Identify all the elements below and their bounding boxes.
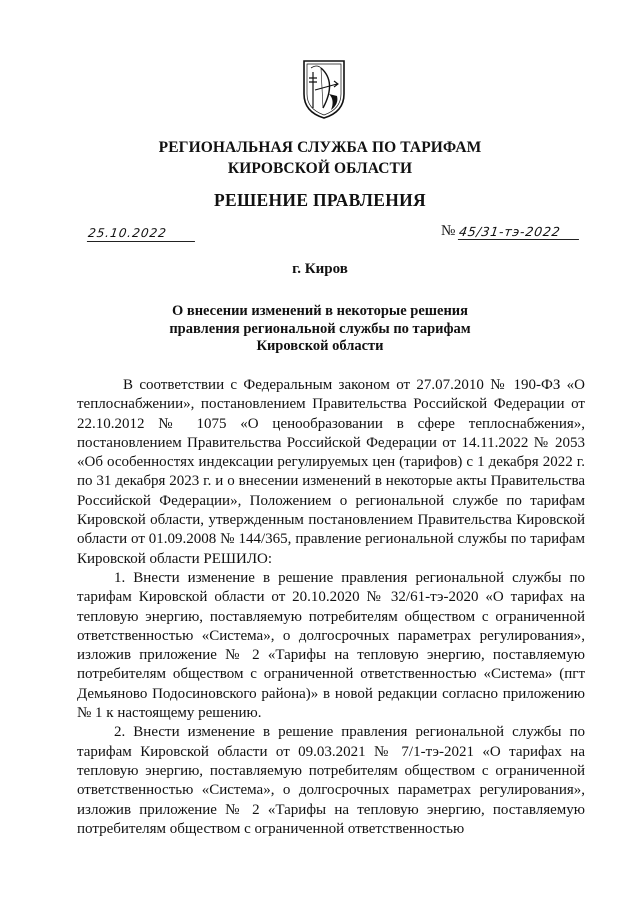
city: г. Киров (292, 261, 348, 277)
document-date: 25.10.2022 (87, 226, 197, 242)
agency-name-line-1: РЕГИОНАЛЬНАЯ СЛУЖБА ПО ТАРИФАМ (158, 139, 482, 156)
subject-line-1: О внесении изменений в некоторые решения (171, 303, 469, 319)
agency-name-line-2: КИРОВСКОЙ ОБЛАСТИ (227, 160, 413, 177)
subject-line-2: правления региональной службы по тарифам (169, 320, 471, 337)
document-subject (150, 303, 490, 356)
preamble-paragraph: В соответствии с Федеральным законом от 27.07.2010 № 190-ФЗ «О теплоснабжении», постановлением Правительства Российской Федерации от 22.10.2012 № 1075 «О ценообразовании в сфере теплоснабжения», постановлением Правительства Российской Федерации от 14.11.2022 № 2053 «Об особенностях индексации регулируемых цен (тарифов) с 1 декабря 2022 г. по 31 декабря 2023 г. и о внесении изменений в некоторые акты Правительства Российской Федерации», Положением о региональной службе по тарифам Кировской области, утвержденным постановлением Правительства Кировской области от 01.09.2008 № 144/365, правление региональной службы по тарифам Кировской области РЕШИЛО: (77, 377, 585, 567)
document-type: РЕШЕНИЕ ПРАВЛЕНИЯ (214, 190, 426, 210)
document-number (441, 223, 587, 240)
decision-item-1: 1. Внести изменение в решение правления региональной службы по тарифам Кировской области от 20.10.2020 № 32/61-тэ-2020 «О тарифах на тепловую энергию, поставляемую потребителям обществом с ограниченной ответственностью «Система», о долгосрочных параметрах регулирования», изложив приложение № 2 «Тарифы на тепловую энергию, поставляемую потребителям обществом с ограниченной ответственностью «Система» (пгт Демьяново Подосиновского района)» в новой редакции согласно приложению № 1 к настоящему решению. (77, 569, 585, 722)
document-body (77, 376, 585, 839)
coat-of-arms-icon (301, 58, 347, 120)
number-sign: № (441, 223, 456, 239)
agency-name (0, 137, 640, 179)
document-number-value: 45/31-тэ-2022 (458, 224, 581, 240)
subject-line-3: Кировской области (256, 338, 384, 354)
decision-item-2: 2. Внести изменение в решение правления региональной службы по тарифам Кировской области от 09.03.2021 № 7/1-тэ-2021 «О тарифах на тепловую энергию, поставляемую потребителям обществом с ограниченной ответственностью «Система», о долгосрочных параметрах регулирования», изложив приложение № 2 «Тарифы на тепловую энергию, поставляемую потребителям обществом с ограниченной ответственностью (77, 724, 585, 837)
